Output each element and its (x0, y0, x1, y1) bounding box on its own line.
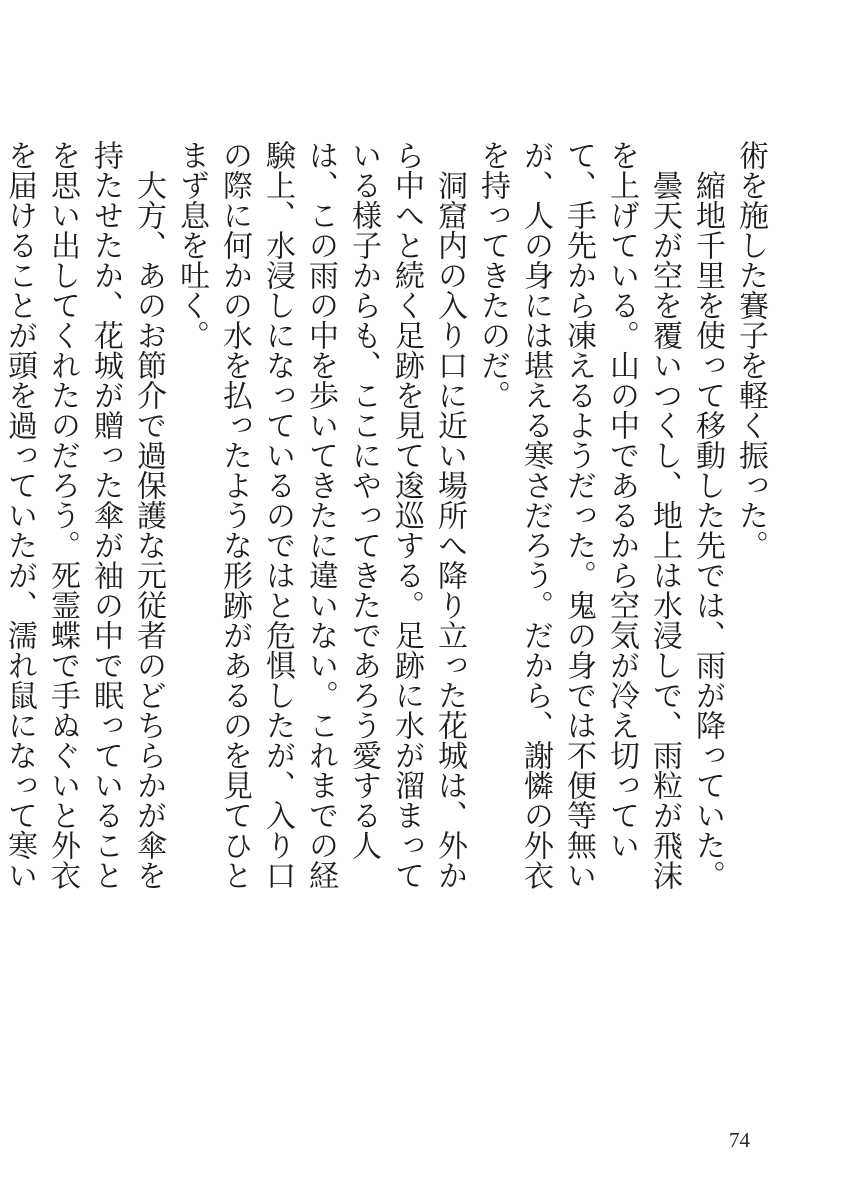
page-number: 74 (729, 1128, 750, 1152)
paragraph-5: 大方、あのお節介で過保護な元従者のどちらかが傘を持たせたか、花城が贈った傘が袖の中で眠っていることを思い出してくれたのだろう。死霊蝶で手ぬぐいと外衣を届けることが頭を過っていたが、濡れ鼠になって寒い (2, 140, 166, 890)
paragraph-4: 洞窟内の入り口に近い場所へ降り立った花城は、外から中へと続く足跡を見て逡巡する。足跡に水が溜まっている様子からも、ここにやってきたであろう愛する人は、この雨の中を歩いてきたに違いない。これまでの経験上、水浸しになっているのではと危惧したが、入り口の際に何かの水を払ったような形跡があるのを見てひとまず息を吐く。 (174, 140, 467, 890)
paragraph-2: 縮地千里を使って移動した先では、雨が降っていた。 (690, 170, 725, 890)
vertical-body-text (0, 140, 772, 900)
paragraph-3: 曇天が空を覆いつくし、地上は水浸しで、雨粒が飛沫を上げている。山の中であるから空気が冷え切っていて、手先から凍えるようだった。鬼の身では不便等無いが、人の身には堪える寒さだろう。だから、謝憐の外衣を持ってきたのだ。 (475, 140, 682, 890)
paragraph-1: 術を施した賽子を軽く振った。 (733, 140, 768, 560)
